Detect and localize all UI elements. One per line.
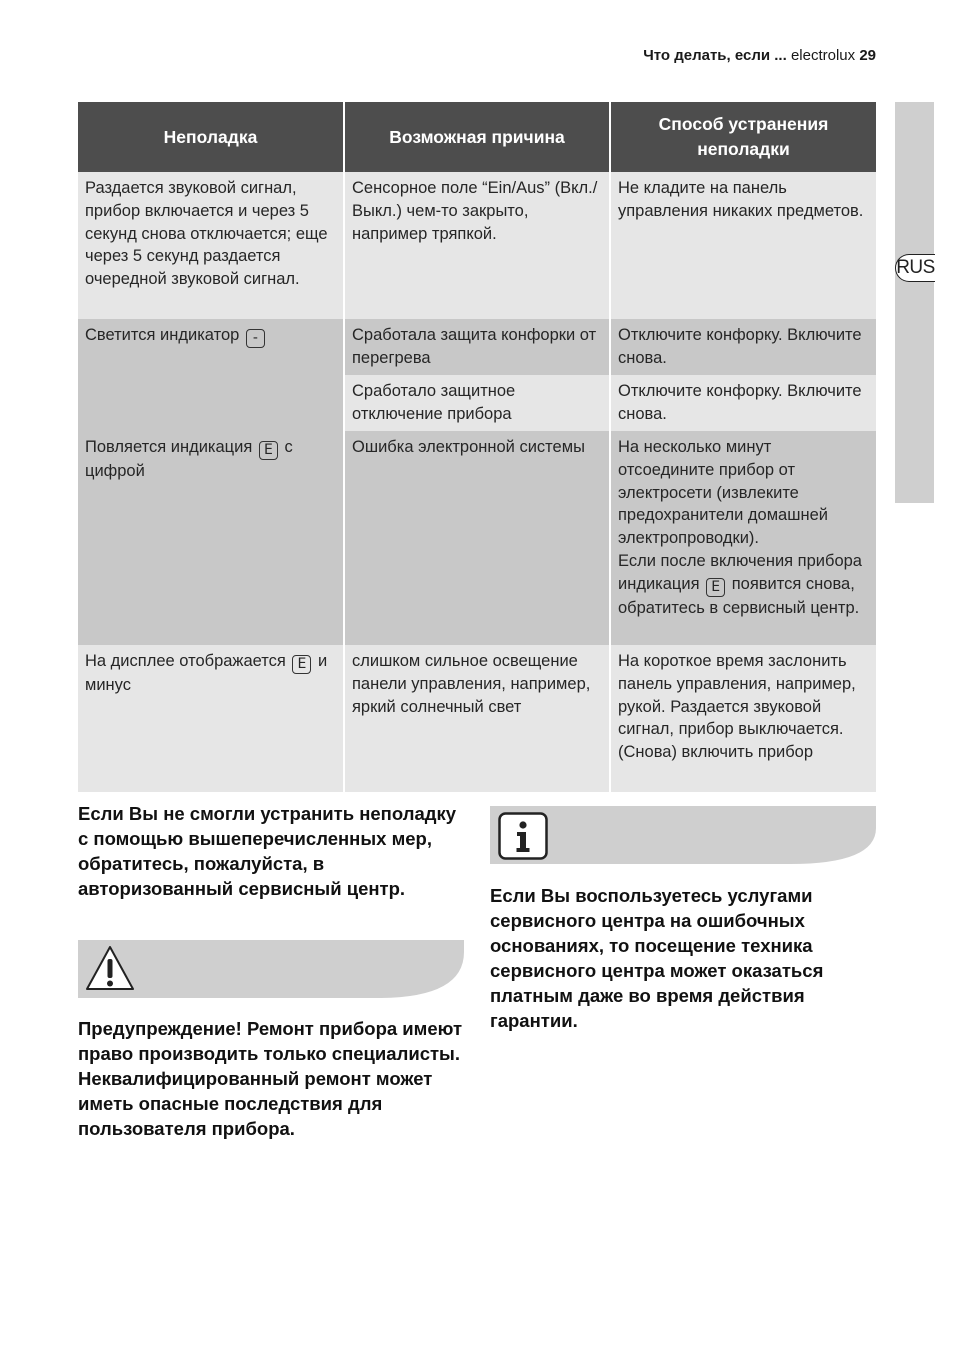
column-header-cause: Возможная причина xyxy=(344,102,610,172)
remedy-cell: Отключите конфорку. Включите снова. xyxy=(610,375,876,431)
page-header xyxy=(643,47,876,64)
remedy-cell: Не кладите на панель управления никаких предметов. xyxy=(610,172,876,319)
column-header-problem: Неполадка xyxy=(78,102,344,172)
warning-banner xyxy=(78,940,464,998)
table-row xyxy=(78,172,876,319)
error-indicator-symbol: E xyxy=(259,441,278,460)
remedy-text: Если после включения прибора индикация xyxy=(618,551,862,593)
problem-cell xyxy=(78,431,344,645)
info-banner xyxy=(490,806,876,864)
cause-cell: слишком сильное освещение панели управления, например, яркий солнечный свет xyxy=(344,645,610,792)
table-row xyxy=(78,431,876,645)
service-note: Если Вы не смогли устранить неполадку с помощью вышеперечисленных мер, обратитесь, пожалуйста, в авторизованный сервисный центр. xyxy=(78,803,457,899)
table-row xyxy=(78,645,876,792)
problem-text: Повляется индикация xyxy=(85,438,253,456)
page-number: 29 xyxy=(859,47,876,64)
table-header-row xyxy=(78,102,876,172)
info-icon xyxy=(498,812,548,860)
header-brand: electrolux xyxy=(790,47,856,64)
problem-text: На дисплее отображается xyxy=(85,652,286,670)
remedy-text: На несколько минут отсоедините прибор от электросети (извлеките предохранители домашней электропроводки). xyxy=(618,438,828,548)
remedy-cell xyxy=(610,431,876,645)
language-side-tab xyxy=(895,102,934,503)
cause-cell: Сенсорное поле “Ein/Aus” (Вкл./Выкл.) чем-то закрыто, например тряпкой. xyxy=(344,172,610,319)
problem-text-suffix: и минус xyxy=(85,652,328,694)
error-indicator-symbol: E xyxy=(706,578,725,597)
language-label: RUS xyxy=(895,254,935,282)
troubleshooting-table xyxy=(78,102,876,792)
warning-triangle-icon xyxy=(84,944,136,992)
problem-cell xyxy=(78,645,344,792)
remedy-cell: На короткое время заслонить панель управления, например, рукой. Раздается звуковой сигнал, прибор выключается. (Снова) включить прибор xyxy=(610,645,876,792)
cause-cell: Сработало защитное отключение прибора xyxy=(344,375,610,431)
warning-text: Предупреждение! Ремонт прибора имеют право производить только специалисты. Неквалифицированный ремонт может иметь опасные последствия для пользователя прибора. xyxy=(78,1018,463,1139)
error-indicator-symbol: E xyxy=(292,655,311,674)
remedy-text: появится снова, обратитесь в сервисный центр. xyxy=(618,574,860,617)
cause-cell: Ошибка электронной системы xyxy=(344,431,610,645)
problem-cell xyxy=(78,319,344,431)
remedy-cell: Отключите конфорку. Включите снова. xyxy=(610,319,876,375)
column-header-remedy: Способ устранения неполадки xyxy=(610,102,876,172)
table-row xyxy=(78,319,876,375)
header-section: Что делать, если ... xyxy=(643,47,787,64)
problem-text: Светится индикатор xyxy=(85,326,240,344)
cause-cell: Сработала защита конфорки от перегрева xyxy=(344,319,610,375)
info-text: Если Вы воспользуетесь услугами сервисного центра на ошибочных основаниях, то посещение техника сервисного центра может оказаться платным даже во время действия гарантии. xyxy=(490,885,824,1031)
problem-cell: Раздается звуковой сигнал, прибор включается и через 5 секунд снова отключается; еще через 5 секунд раздается очередной звуковой сигнал. xyxy=(78,172,344,319)
problem-text-suffix: с цифрой xyxy=(85,438,293,480)
minus-indicator-symbol: - xyxy=(246,329,265,348)
